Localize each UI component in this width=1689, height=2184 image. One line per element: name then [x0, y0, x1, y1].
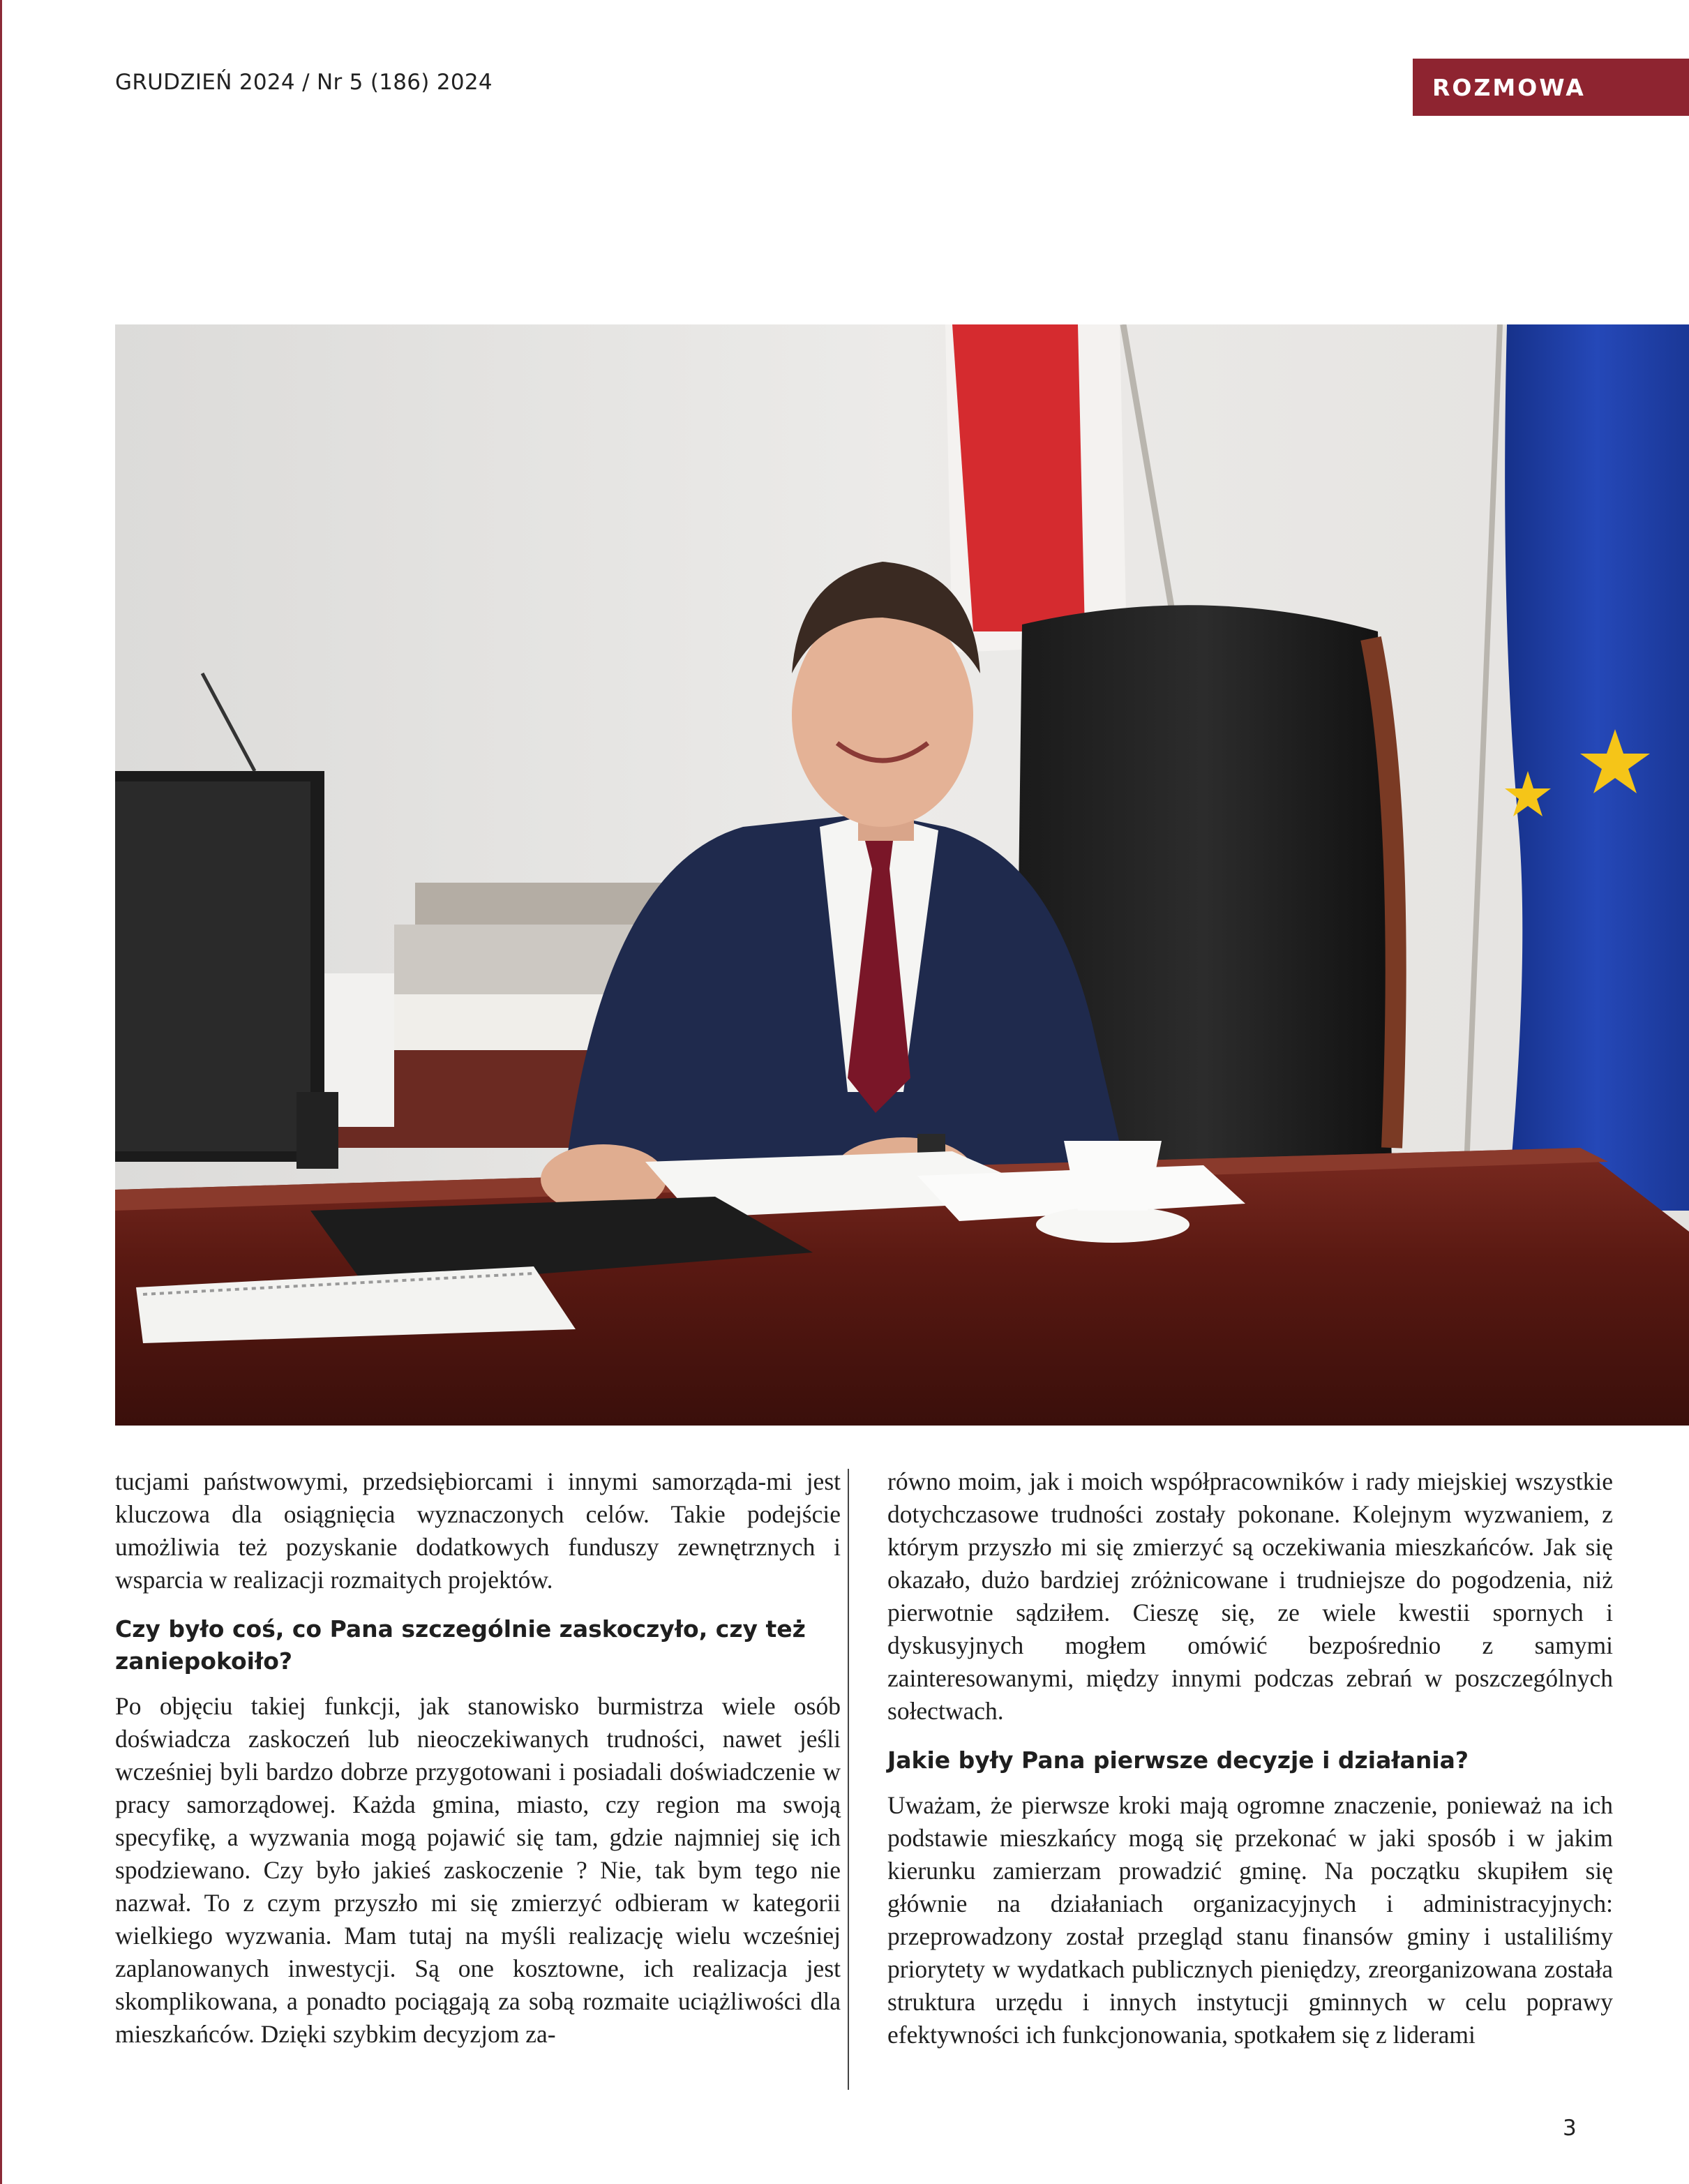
paragraph: Po objęciu takiej funkcji, jak stanowisko burmistrza wiele osób doświadcza zaskoczeń lub nieoczekiwanych trudności, nawet jeśli wcześniej byli bardzo dobrze przygotowani i posiadali doświadczenie w pracy samorządowej. Każda gmina, miasto, czy region ma swoją specyfikę, a wyzwania mogą pojawić się tam, gdzie najmniej się ich spodziewano. Czy było jakieś zaskoczenie ? Nie, tak bym tego nie nazwał. To z czym przyszło mi się zmierzyć odbieram w kategorii wielkiego wyzwania. Mam tutaj na myśli realizację wielu wcześniej zaplanowanych inwestycji. Są one kosztowne, ich realizacja jest skomplikowana, a ponadto pociągają za sobą rozmaite uciążliwości dla mieszkańców. Dzięki szybkim decyzjom za-	[115, 1692, 841, 2048]
page-edge-rule	[0, 0, 2, 2184]
column-divider	[848, 1469, 849, 2090]
portrait-photo-illustration	[115, 324, 1689, 1426]
section-label-text: ROZMOWA	[1432, 73, 1586, 101]
article-column-left	[115, 1465, 841, 2051]
interview-question: Jakie były Pana pierwsze decyzje i działania?	[887, 1747, 1469, 1774]
paragraph: Uważam, że pierwsze kroki mają ogromne znaczenie, ponieważ na ich podstawie mieszkańcy mogą się przekonać w jaki sposób i w jakim kierunku zamierzam prowadzić gminę. Na początku skupiłem się głównie na działaniach organizacyjnych i administracyjnych: przeprowadzony został przegląd stanu finansów gminy i ustaliliśmy priorytety w wydatkach publicznych pieniędzy, zreorganizowana została struktura urzędu i innych instytucji gminnych w celu poprawy efektywności ich funkcjonowania, spotkałem się z liderami	[887, 1791, 1613, 2049]
issue-info: GRUDZIEŃ 2024 / Nr 5 (186) 2024	[115, 70, 493, 95]
page-number: 3	[1563, 2116, 1577, 2141]
interview-question: Czy było coś, co Pana szczególnie zaskoczyło, czy też zaniepokoiło?	[115, 1615, 806, 1675]
paragraph: tucjami państwowymi, przedsiębiorcami i innymi samorząda-mi jest kluczowa dla osiągnięcia wyznaczonych celów. Takie podejście umożliwia też pozyskanie dodatkowych funduszy zewnętrznych i wsparcia w realizacji rozmaitych projektów.	[115, 1467, 841, 1594]
section-label	[1413, 59, 1689, 116]
portrait-photo	[115, 324, 1689, 1426]
paragraph: równo moim, jak i moich współpracowników i rady miejskiej wszystkie dotychczasowe trudności zostały pokonane. Kolejnym wyzwaniem, z którym przyszło mi się zmierzyć są oczekiwania mieszkańców. Jak się okazało, dużo bardziej zróżnicowane i trudniejsze do pogodzenia, niż pierwotnie sądziłem. Cieszę się, ze wiele kwestii spornych i dyskusyjnych mogłem omówić bezpośrednio z samymi zainteresowanymi, między innymi podczas zebrań w poszczególnych sołectwach.	[887, 1467, 1613, 1725]
article-column-right	[887, 1465, 1613, 2051]
